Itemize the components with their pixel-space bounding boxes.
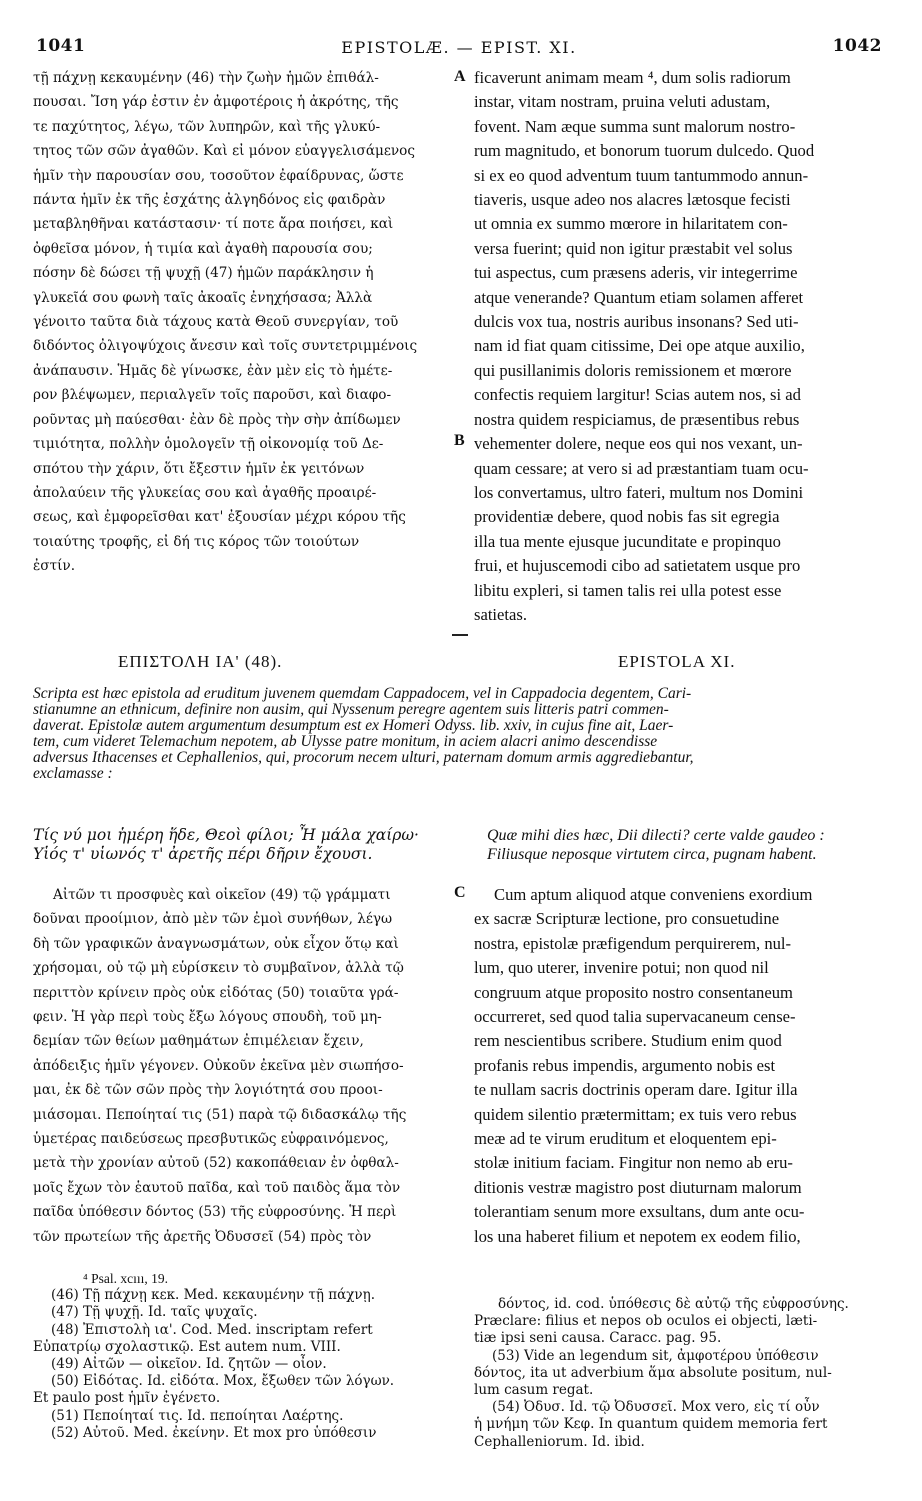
text-line: μετὰ τὴν χρονίαν αὐτοῦ (52) κακοπάθειαν ἐν ὀφθαλ- <box>33 1155 399 1172</box>
text-line: ficaverunt animam meam ⁴, dum solis radiorum <box>474 68 791 87</box>
footnotes-right <box>474 1296 849 1451</box>
text-line: adversus Ithacenses et Cephallenios, qui, procorum necem ulturi, paternam domum armis aggrediebantur, <box>33 749 694 766</box>
text-line: μαι, ἐκ δὲ τῶν σῶν πρὸς τὴν λογιότητά σου προοι- <box>33 1082 383 1099</box>
text-line: ex sacræ Scripturæ lectione, pro consuetudine <box>474 909 780 929</box>
text-line: πουσαι. Ἴση γάρ ἐστιν ἐν ἀμφοτέροις ἡ ἀκρότης, τῆς <box>33 94 399 111</box>
text-line: σπότου τὴν χάριν, ὅτι ἔξεστιν ἡμῖν ἐκ γειτόνων <box>33 460 365 477</box>
footnote-line: (49) Αἰτῶν — οἰκεῖον. Id. ζητῶν — οἶον. <box>51 1356 327 1373</box>
homer-verse-greek <box>33 826 419 864</box>
verse-line: Υἱός τ' υἱωνός τ' ἀρετῆς πέρι δῆριν ἔχουσι. <box>33 845 373 863</box>
text-line: los convertamus, ultro fateri, multum nos Domini <box>474 482 804 502</box>
text-line: τῶν πρωτείων τῆς ἀρετῆς Ὀδυσσεῖ (54) πρὸς τὸν <box>33 1228 372 1245</box>
text-line: τε παχύτητος, λέγω, τῶν λυπηρῶν, καὶ τῆς γλυκύ- <box>33 118 381 135</box>
text-line: confectis requiem largitur! Scias autem nos, si ad <box>474 385 801 405</box>
text-line: tui aspectus, cum præsens aderis, vir integerrime <box>474 263 798 283</box>
homer-verse-latin <box>487 826 825 864</box>
footnote-line: (54) Ὀδυσ. Id. τῷ Ὀδυσσεῖ. Mox vero, εἰς τί οὖν <box>492 1399 820 1416</box>
text-line: rem nescientibus scribere. Studium enim quod <box>474 1031 782 1051</box>
text-line: σεως, καὶ ἐμφορεῖσθαι κατ' ἐξουσίαν μέχρι κόρου τῆς <box>33 509 406 526</box>
text-line: ἀπόδειξις ἡμῖν γέγονεν. Οὐκοῦν ἐκεῖνα μὲν σιωπήσο- <box>33 1057 404 1074</box>
greek-column-body <box>33 883 406 1249</box>
argument-preface <box>33 686 694 782</box>
latin-column-body <box>474 883 812 1249</box>
text-line: περιττὸν κρίνειν πρὸς οὐκ εἰδότας (50) τοιαῦτα γρά- <box>33 984 399 1001</box>
text-line: illa tua mente ejusque jucunditate e propinquo <box>474 531 781 551</box>
text-line: si ex eo quod adventum tuum tantummodo annun- <box>474 165 809 185</box>
footnote-line: (46) Τῇ πάχνῃ κεκ. Med. κεκαυμένην τῇ πάχνῃ. <box>51 1287 375 1304</box>
text-line: versa fuerint; quid non igitur præstabit vel solus <box>474 238 793 258</box>
footnote-line: (47) Τῇ ψυχῇ. Id. ταῖς ψυχαῖς. <box>51 1304 258 1321</box>
latin-column-top <box>474 66 814 627</box>
verse-line: Τίς νύ μοι ἡμέρη ἥδε, Θεοὶ φίλοι; Ἦ μάλα χαίρω· <box>33 826 419 844</box>
footnote-line: ἡ μνήμη τῶν Κεφ. In quantum quidem memoria fert <box>474 1416 828 1433</box>
text-line: μιάσομαι. Πεποίηταί τις (51) παρὰ τῷ διδασκάλῳ τῆς <box>33 1106 407 1123</box>
text-line: τητος τῶν σῶν ἀγαθῶν. Καὶ εἰ μόνον εὐαγγελισάμενος <box>33 143 415 160</box>
text-line: providentiæ debere, quod nobis fas sit egregia <box>474 507 780 527</box>
text-line: stolæ initium faciam. Fingitur non nemo ab eru- <box>474 1153 793 1173</box>
text-line: fovent. Nam æque summa sunt malorum nostro- <box>474 116 796 136</box>
text-line: qui pusillanimis doloris remissionem et mœrore <box>474 360 792 380</box>
text-line: μοῖς ἔχων τὸν ἑαυτοῦ παῖδα, καὶ τοῦ παιδὸς ἅμα τὸν <box>33 1179 401 1196</box>
text-line: τοιαύτης τροφῆς, εἰ δή τις κόρος τῶν τοιούτων <box>33 533 360 550</box>
footnote-line: Et paulo post ἡμῖν ἐγένετο. <box>33 1390 221 1407</box>
text-line: ρον βλέψωμεν, περιαλγεῖν τοῖς παροῦσι, καὶ διαφο- <box>33 387 392 404</box>
text-line: vehementer dolere, neque eos qui nos vexant, un- <box>474 434 803 454</box>
running-title: EPISTOLÆ. — EPIST. XI. <box>341 38 577 57</box>
text-line: παῖδα ὑπόθεσιν δόντος (53) τῆς εὐφροσύνης. Ἡ περὶ <box>33 1204 397 1221</box>
column-marker-b: B <box>454 432 465 449</box>
letter-title-greek: ΕΠΙΣΤΟΛΗ ΙΑ' (48). <box>118 652 283 671</box>
text-line: frui, et hujuscemodi cibo ad satietatem usque pro <box>474 556 801 576</box>
footnote-line: δόντος, id. cod. ὑπόθεσις δὲ αὐτῷ τῆς εὐφροσύνης. <box>498 1296 849 1312</box>
text-line: ἡμῖν τὴν παρουσίαν σου, τοσοῦτον ἐφαίδρυνας, ὥστε <box>33 167 404 184</box>
text-line: dulcis vox tua, nostris auribus insonans? Sed uti- <box>474 312 799 332</box>
text-line: atque venerande? Quantum etiam solamen afferet <box>474 287 804 307</box>
text-line: profanis rebus impendis, argumento nobis est <box>474 1055 776 1075</box>
footnote-line: (53) Vide an legendum sit, ἀμφοτέρου ὑπόθεσιν <box>492 1347 819 1364</box>
text-line: libitu expleri, si tamen talis rei ulla potest esse <box>474 580 782 600</box>
text-line: ὑμετέρας παιδεύσεως πρεσβυτικῶς εὐφραινόμενος, <box>33 1131 389 1148</box>
text-line: satietas. <box>474 604 527 624</box>
text-line: τιμιότητα, πολλὴν ὁμολογεῖν τῇ οἰκονομίᾳ τοῦ Δε- <box>33 436 384 453</box>
text-line: ditionis vestræ magistro post diuturnam malorum <box>474 1177 802 1197</box>
page-number-right: 1042 <box>832 36 882 56</box>
text-line: nostra, epistolæ præfigendum perquirerem, nul- <box>474 933 792 953</box>
footnote-line: Εὐπατρίῳ σχολαστικῷ. Est autem num. VIII. <box>33 1338 341 1355</box>
text-line: instar, vitam nostram, pruina veluti adustam, <box>474 92 771 112</box>
text-line: daverat. Epistolæ autem argumentum desumptum est ex Homeri Odyss. lib. xxiv, in cujus fine ait, Laer- <box>33 717 674 734</box>
text-line: ὀφθεῖσα μόνον, ἡ τιμία καὶ ἀγαθὴ παρουσία σου; <box>33 240 373 257</box>
text-line: δὴ τῶν γραφικῶν ἀναγνωσμάτων, οὐκ εἶχον ὅτῳ καὶ <box>33 935 399 952</box>
text-line: διδόντος ὀλιγοψύχοις ἄνεσιν καὶ τοῖς συντετριμμένοις <box>33 338 418 355</box>
text-line: tiaveris, usque adeo nos alacres lætosque fecisti <box>474 190 791 210</box>
letter-title-latin: EPISTOLA XI. <box>618 652 736 671</box>
text-line: stianumne an ethnicum, definire non ausim, qui Nyssenum peregre agentem suis litteris patri commen- <box>33 701 669 718</box>
text-line: ροῦντας μὴ παύεσθαι· ἐὰν δὲ πρὸς τὴν σὴν ἀπίδωμεν <box>33 411 401 428</box>
text-line: γλυκεῖά σου φωνὴ ταῖς ἀκοαῖς ἐνηχήσασα; Ἀλλὰ <box>33 289 373 306</box>
text-line: ut omnia ex summo mœrore in hilaritatem con- <box>474 214 788 234</box>
text-line: ἐστίν. <box>33 558 76 575</box>
column-marker-a: A <box>454 68 466 85</box>
verse-line: Quæ mihi dies hæc, Dii dilecti? certe valde gaudeo : <box>487 827 825 844</box>
text-line: tem, cum videret Telemachum nepotem, ab Ulysse patre monitum, in aciem alacri animo descendisse <box>33 733 658 750</box>
footnote-line: tiæ ipsi seni causa. Caracc. pag. 95. <box>474 1330 722 1347</box>
column-marker-c: C <box>454 884 466 901</box>
text-line: quidem silentio prætermittam; ex tuis vero rebus <box>474 1104 797 1124</box>
footnote-line: (50) Εἰδότας. Id. εἰδότα. Mox, ἔξωθεν τῶν λόγων. <box>51 1373 395 1390</box>
footnote-line: lum casum regat. <box>474 1382 594 1399</box>
footnote-line: (48) Ἐπιστολὴ ια'. Cod. Med. inscriptam refert <box>51 1321 373 1338</box>
text-line: Αἰτῶν τι προσφυὲς καὶ οἰκεῖον (49) τῷ γράμματι <box>53 887 391 903</box>
section-divider <box>452 634 468 636</box>
text-line: nam id fiat quam citissime, Dei ope atque auxilio, <box>474 336 805 356</box>
footnote-line: (52) Αὐτοῦ. Med. ἐκείνην. Et mox pro ὑπόθεσιν <box>51 1424 377 1441</box>
text-line: φειν. Ἡ γὰρ περὶ τοὺς ἔξω λόγους σπουδὴ, τοῦ μη- <box>33 1009 382 1026</box>
text-line: te nullam sacris doctrinis operam dare. Igitur illa <box>474 1080 798 1100</box>
text-line: Cum aptum aliquod atque conveniens exordium <box>494 885 813 904</box>
text-line: ἀπολαύειν τῆς γλυκείας σου καὶ ἀγαθῆς προαιρέ- <box>33 484 377 501</box>
footnote-line: ⁴ Psal. xcııı, 19. <box>83 1271 168 1286</box>
text-line: meæ ad te virum eruditum et eloquentem epi- <box>474 1129 777 1149</box>
verse-line: Filiusque neposque virtutem circa, pugnam habent. <box>487 846 817 863</box>
text-line: rum magnitudo, et bonorum tuorum dulcedo. Quod <box>474 141 815 161</box>
page-number-left: 1041 <box>36 36 86 56</box>
text-line: tolerantiam senum more exsultans, dum ante ocu- <box>474 1202 805 1222</box>
running-header <box>36 36 882 64</box>
text-line: los una haberet filium et nepotem ex eodem filio, <box>474 1226 801 1246</box>
text-line: congruum atque proposito nostro consentaneum <box>474 982 793 1002</box>
text-line: lum, quo uterer, invenire potui; non quod nil <box>474 958 769 978</box>
text-line: μεταβληθῆναι κατάστασιν· τί ποτε ἄρα ποιήσει, καὶ <box>33 216 394 233</box>
text-line: occurreret, sed quod talia supervacaneum cense- <box>474 1007 796 1027</box>
footnote-line: δόντος, ita ut adverbium ἅμα absolute positum, nul- <box>474 1364 832 1381</box>
text-line: δοῦναι προοίμιον, ἀπὸ μὲν τῶν ἐμοὶ συνήθων, λέγω <box>33 911 393 928</box>
footnote-line: Cephalleniorum. Id. ibid. <box>474 1433 645 1450</box>
text-line: γένοιτο ταῦτα διὰ τάχους κατὰ Θεοῦ συνεργίαν, τοῦ <box>33 314 399 331</box>
text-line: quam cessare; at vero si ad præstantiam tuam ocu- <box>474 458 809 478</box>
text-line: δεμίαν τῶν θείων μαθημάτων ἐπιμέλειαν ἔχειν, <box>33 1033 364 1050</box>
text-line: ἀνάπαυσιν. Ἡμᾶς δὲ γίνωσκε, ἐὰν μὲν εἰς τὸ ἡμέτε- <box>33 362 393 379</box>
text-line: πόσην δὲ δώσει τῇ ψυχῇ (47) ἡμῶν παράκλησιν ἡ <box>33 265 374 282</box>
footnote-line: Præclare: filius et nepos ob oculos ei objecti, læti- <box>474 1313 818 1330</box>
text-line: nostra quidem respiciamus, de præsentibus rebus <box>474 409 800 429</box>
greek-column-top <box>33 66 417 579</box>
footnotes-left <box>33 1270 394 1442</box>
text-line: exclamasse : <box>33 765 113 782</box>
text-line: Scripta est hæc epistola ad eruditum juvenem quemdam Cappadocem, vel in Cappadocia degentem, Cari- <box>33 685 692 702</box>
text-line: τῇ πάχνῃ κεκαυμένην (46) τὴν ζωὴν ἡμῶν ἐπιθάλ- <box>33 70 379 86</box>
text-line: πάντα ἡμῖν ἐκ τῆς ἐσχάτης ἀλγηδόνος εἰς φαιδρὰν <box>33 192 386 209</box>
footnote-line: (51) Πεποίηταί τις. Id. πεποίηται Λαέρτης. <box>51 1407 344 1424</box>
text-line: χρήσομαι, οὐ τῷ μὴ εὑρίσκειν τὸ συμβαῖνον, ἀλλὰ τῷ <box>33 960 404 977</box>
